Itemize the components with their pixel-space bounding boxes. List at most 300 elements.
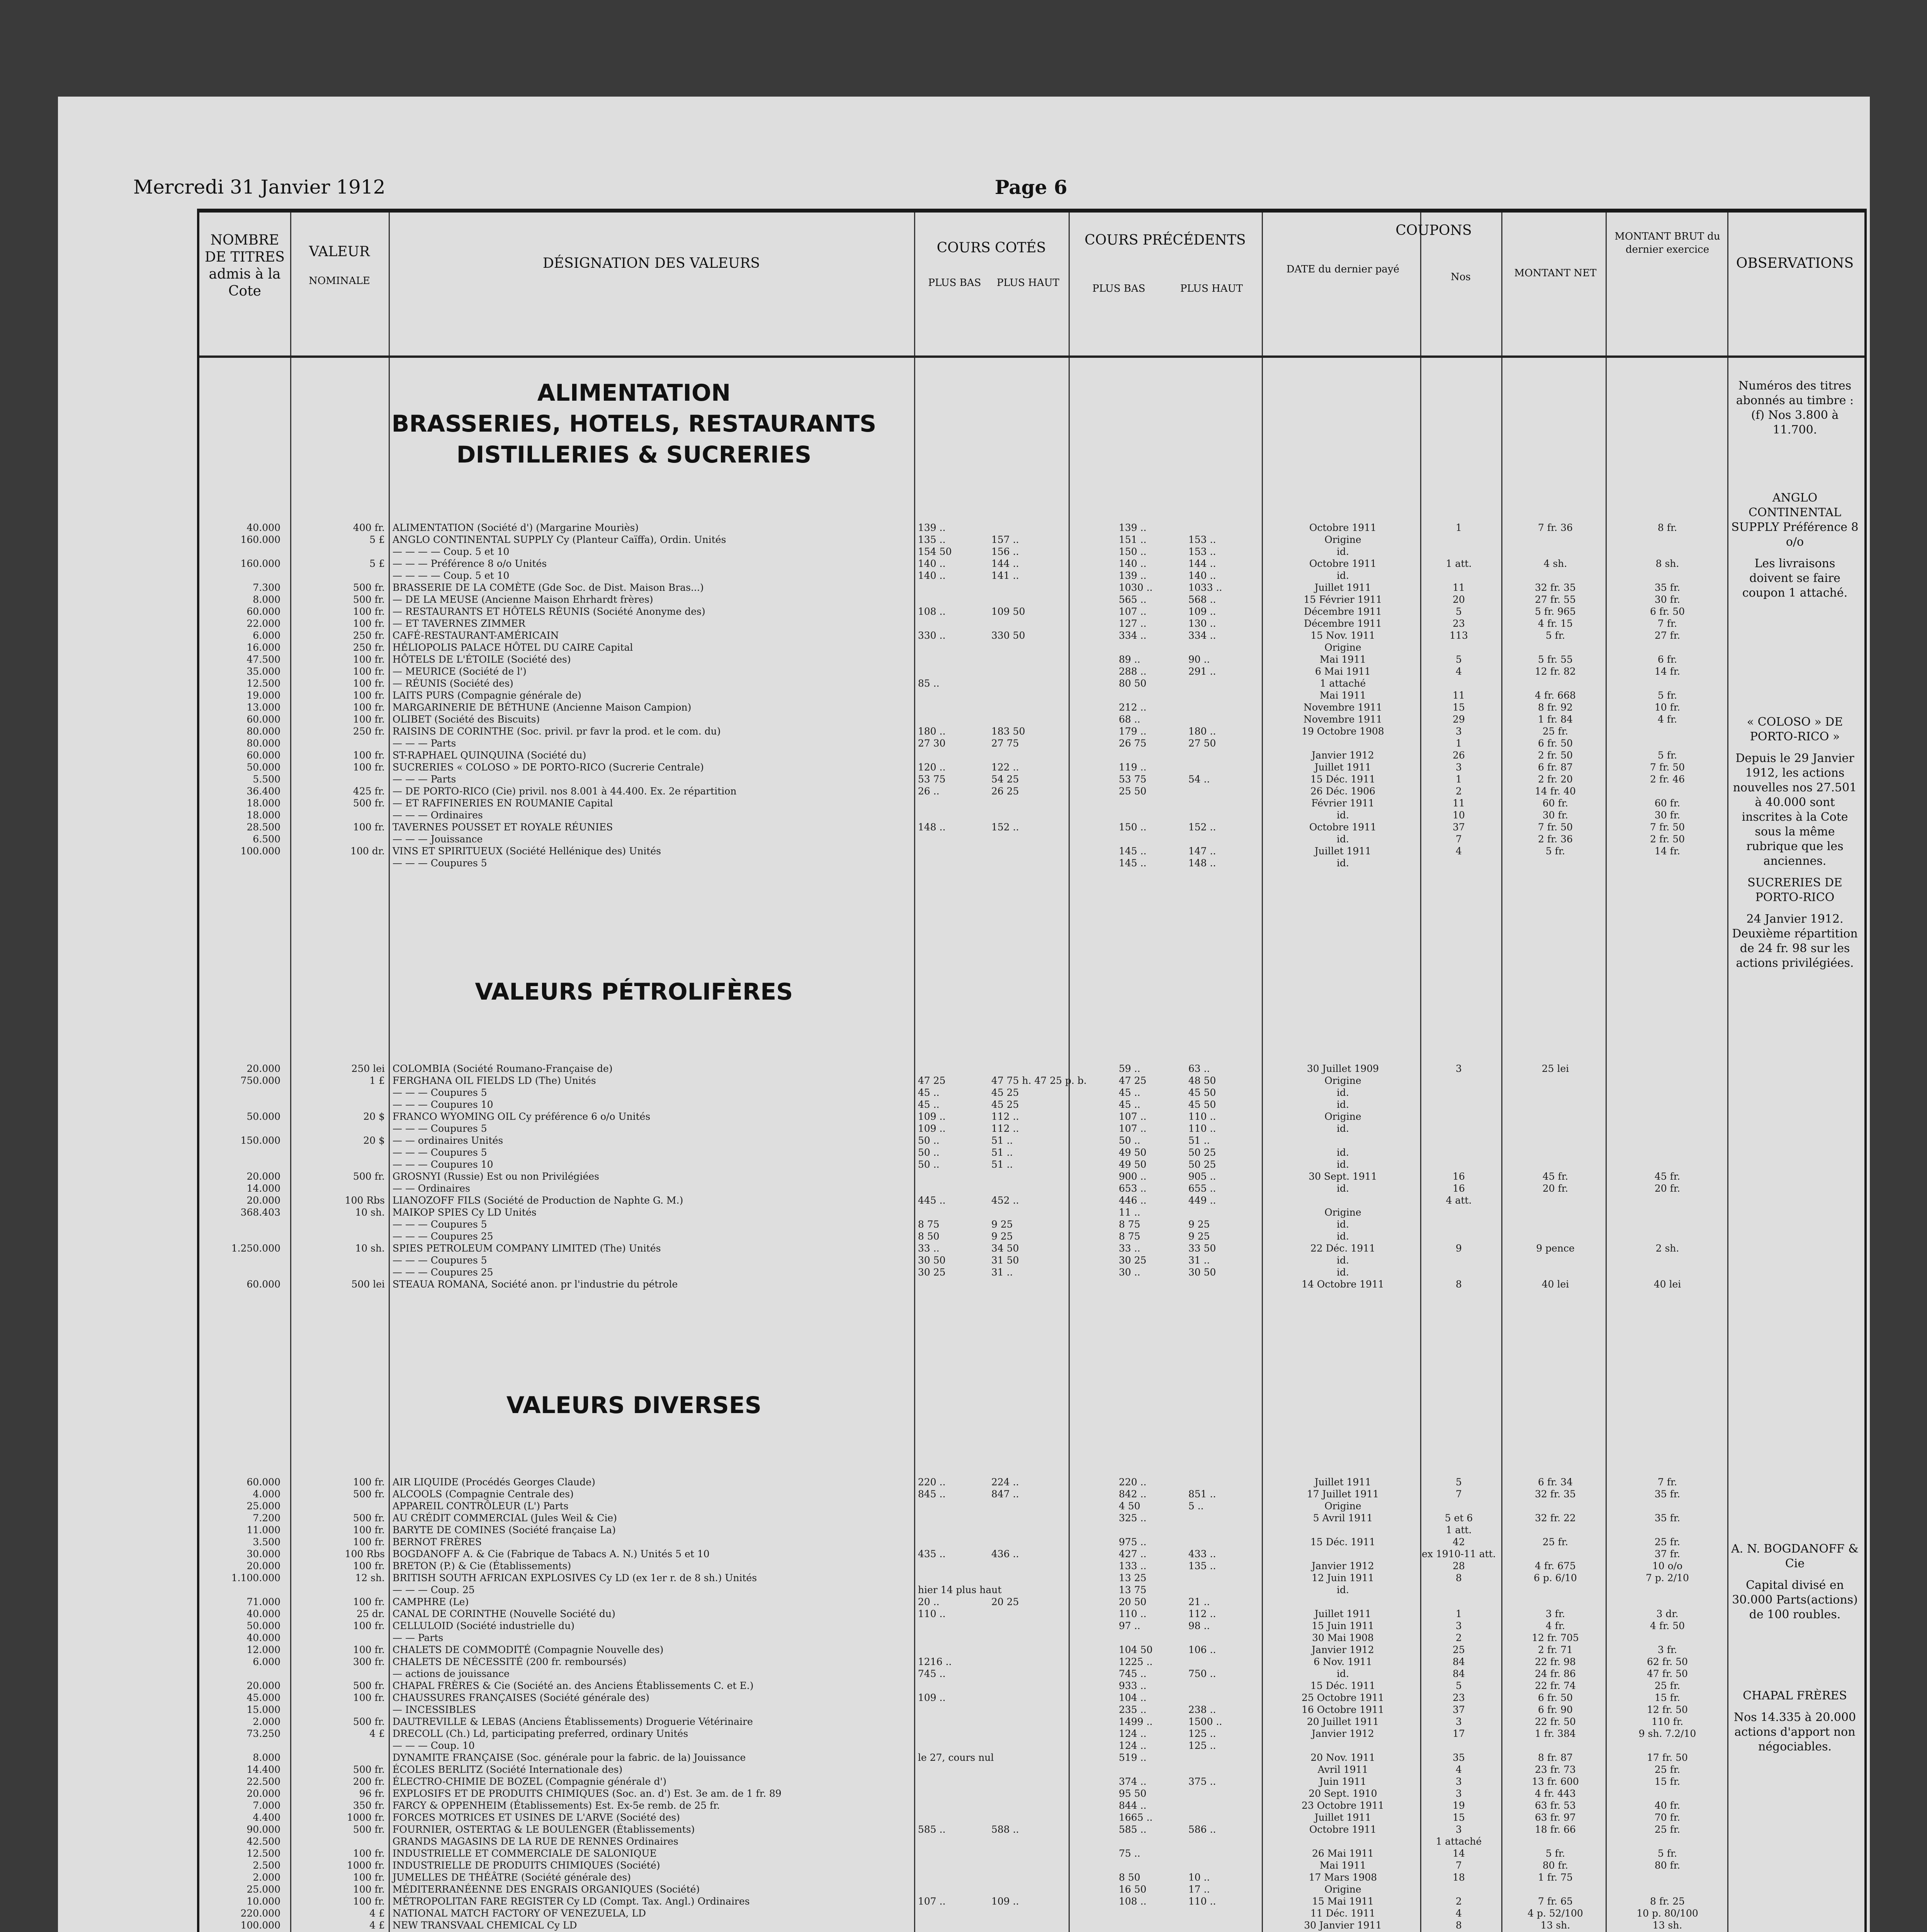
cell-coupon-amount: 5 fr. — [1545, 630, 1565, 641]
cell-coupon-date: Mai 1911 — [1319, 1860, 1366, 1871]
cell-nominal: 4 £ — [369, 1908, 385, 1919]
cell-designation: — — — Coupures 5 — [393, 857, 487, 869]
cell-montant-brut: 2 fr. 50 — [1650, 833, 1685, 845]
cell-coupon-date: id. — [1337, 546, 1349, 557]
cell-montant-brut: 7 fr. 50 — [1650, 762, 1685, 773]
cell-prec-bas: 108 .. — [1119, 1896, 1147, 1907]
cell-montant-brut: 25 fr. — [1654, 1824, 1681, 1835]
issue-date: Mercredi 31 Janvier 1912 — [133, 176, 386, 198]
cell-nominal: 100 Rbs — [345, 1195, 385, 1206]
cell-prec-bas: 745 .. — [1119, 1668, 1147, 1679]
cell-coupon-number: 3 — [1456, 1788, 1462, 1799]
cell-coupon-number: 1 — [1456, 774, 1462, 785]
cell-coupon-date: Janvier 1912 — [1312, 1728, 1374, 1739]
cell-designation: NEW TRANSVAAL CHEMICAL Cy LD — [393, 1920, 577, 1931]
cell-designation: INDUSTRIELLE ET COMMERCIALE DE SALONIQUE — [393, 1848, 657, 1859]
cell-designation: SUCRERIES « COLOSO » DE PORTO-RICO (Sucrerie Centrale) — [393, 762, 704, 773]
cell-montant-brut: 8 sh. — [1655, 558, 1679, 569]
table-row — [199, 1075, 1864, 1087]
cell-designation: ALCOOLS (Compagnie Centrale des) — [393, 1488, 574, 1500]
cell-prec-bas: 124 .. — [1119, 1728, 1147, 1739]
cell-coupon-date: Origine — [1324, 1500, 1361, 1512]
cell-prec-haut: 5 .. — [1188, 1500, 1204, 1512]
cell-prec-bas: 585 .. — [1119, 1824, 1147, 1835]
cell-coupon-amount: 63 fr. 97 — [1535, 1812, 1576, 1823]
cell-cote-bas: 110 .. — [918, 1608, 946, 1619]
cell-coupon-number: 5 et 6 — [1444, 1512, 1473, 1524]
cell-prec-haut: 153 .. — [1188, 546, 1216, 557]
cell-nominal: 100 fr. — [353, 678, 385, 689]
cell-nominal: 25 dr. — [357, 1608, 385, 1619]
cell-coupon-amount: 12 fr. 82 — [1535, 666, 1576, 677]
cell-coupon-amount: 32 fr. 35 — [1535, 582, 1576, 593]
cell-count: 40.000 — [246, 1632, 280, 1643]
page-number: Page 6 — [995, 176, 1067, 199]
cell-count: 750.000 — [240, 1075, 280, 1086]
cell-count: 22.000 — [246, 618, 280, 629]
table-row — [199, 1500, 1864, 1512]
table-row — [199, 1536, 1864, 1548]
cell-cote-bas: 8 50 — [918, 1231, 940, 1242]
table-row — [199, 1230, 1864, 1242]
cell-cote-haut: 54 25 — [991, 774, 1019, 785]
table-row — [199, 797, 1864, 809]
cell-count: 20.000 — [246, 1171, 280, 1182]
cell-nominal: 250 lei — [351, 1063, 385, 1074]
cell-prec-haut: 10 .. — [1188, 1872, 1210, 1883]
cell-coupon-date: 15 Déc. 1911 — [1310, 1536, 1376, 1548]
cell-montant-brut: 8 fr. — [1657, 522, 1677, 533]
cell-coupon-amount: 40 lei — [1541, 1279, 1569, 1290]
cell-designation: CHALETS DE COMMODITÉ (Compagnie Nouvelle des) — [393, 1644, 664, 1655]
observation-heading: A. N. BOGDANOFF & Cie — [1731, 1542, 1859, 1570]
cell-montant-brut: 30 fr. — [1654, 810, 1681, 821]
cell-count: 40.000 — [246, 522, 280, 533]
cell-coupon-date: 30 Janvier 1911 — [1304, 1920, 1382, 1931]
table-row — [199, 1787, 1864, 1799]
cell-coupon-date: 20 Sept. 1910 — [1308, 1788, 1377, 1799]
cell-nominal: 96 fr. — [359, 1788, 385, 1799]
cell-designation: ÉLECTRO-CHIMIE DE BOZEL (Compagnie générale d') — [393, 1776, 667, 1787]
cell-designation: — — Ordinaires — [393, 1183, 470, 1194]
header-count: NOMBRE DE TITRES admis à la Cote — [205, 232, 285, 299]
cell-cote-bas: 50 .. — [918, 1159, 940, 1170]
cell-coupon-date: 14 Octobre 1911 — [1302, 1279, 1384, 1290]
cell-coupon-date: 16 Octobre 1911 — [1302, 1704, 1384, 1715]
cell-montant-brut: 47 fr. 50 — [1647, 1668, 1688, 1679]
cell-coupon-amount: 6 fr. 90 — [1538, 1704, 1573, 1715]
cell-nominal: 1000 fr. — [347, 1860, 385, 1871]
cell-designation: RAISINS DE CORINTHE (Soc. privil. pr favr la prod. et le com. du) — [393, 726, 721, 737]
cell-montant-brut: 17 fr. 50 — [1647, 1752, 1688, 1763]
cell-coupon-number: 8 — [1456, 1572, 1462, 1583]
cell-montant-brut: 40 lei — [1653, 1279, 1681, 1290]
cell-count: 150.000 — [240, 1135, 280, 1146]
cell-montant-brut: 7 fr. — [1657, 1476, 1677, 1488]
cell-coupon-number: 3 — [1456, 1063, 1462, 1074]
cell-designation: OLIBET (Société des Biscuits) — [393, 714, 540, 725]
cell-coupon-date: 11 Déc. 1911 — [1310, 1908, 1376, 1919]
table-row — [199, 1206, 1864, 1218]
cell-nominal: 1 £ — [369, 1075, 385, 1086]
cell-prec-haut: 50 25 — [1188, 1159, 1216, 1170]
cell-coupon-amount: 32 fr. 22 — [1535, 1512, 1576, 1524]
cell-nominal: 100 fr. — [353, 1644, 385, 1655]
cell-prec-bas: 235 .. — [1119, 1704, 1147, 1715]
cell-nominal: 100 fr. — [353, 750, 385, 761]
cell-coupon-number: 3 — [1456, 1716, 1462, 1727]
cell-montant-brut: 3 dr. — [1656, 1608, 1679, 1619]
cell-count: 6.000 — [253, 1656, 280, 1667]
cell-coupon-amount: 20 fr. — [1542, 1183, 1568, 1194]
table-row — [199, 629, 1864, 641]
cell-coupon-amount: 2 fr. 50 — [1538, 750, 1573, 761]
cell-cote-haut: 47 75 h. 47 25 p. b. — [991, 1075, 1087, 1086]
cell-prec-haut: 51 .. — [1188, 1135, 1210, 1146]
cell-cote-haut: 27 75 — [991, 738, 1019, 749]
cell-montant-brut: 25 fr. — [1654, 1536, 1681, 1548]
cell-designation: COLOMBIA (Société Roumano-Française de) — [393, 1063, 613, 1074]
cell-count: 60.000 — [246, 1279, 280, 1290]
cell-count: 16.000 — [246, 642, 280, 653]
cell-coupon-amount: 2 fr. 36 — [1538, 833, 1573, 845]
cell-count: 13.000 — [246, 702, 280, 713]
cell-nominal: 20 $ — [363, 1111, 385, 1122]
cell-prec-bas: 933 .. — [1119, 1680, 1147, 1691]
cell-prec-haut: 110 .. — [1188, 1123, 1216, 1134]
cell-prec-haut: 586 .. — [1188, 1824, 1216, 1835]
cell-coupon-date: Origine — [1324, 1207, 1361, 1218]
cell-prec-haut: 50 25 — [1188, 1147, 1216, 1158]
observation-heading: « COLOSO » DE PORTO-RICO » — [1747, 715, 1843, 743]
cell-coupon-amount: 13 sh. — [1540, 1920, 1570, 1931]
cell-coupon-amount: 5 fr. — [1545, 1848, 1565, 1859]
cell-designation: — — — Coupures 5 — [393, 1255, 487, 1266]
cell-count: 28.500 — [246, 821, 280, 833]
cell-prec-bas: 20 50 — [1119, 1596, 1147, 1607]
table-row — [199, 1776, 1864, 1787]
cell-coupon-amount: 4 p. 52/100 — [1528, 1908, 1583, 1919]
cell-coupon-number: 14 — [1453, 1848, 1465, 1859]
cell-coupon-date: id. — [1337, 1183, 1349, 1194]
cell-coupon-date: Origine — [1324, 642, 1361, 653]
table-row — [199, 857, 1864, 869]
table-row — [199, 1883, 1864, 1895]
table-row — [199, 1716, 1864, 1728]
cell-coupon-date: Avril 1911 — [1317, 1764, 1368, 1775]
cell-coupon-number: 1 att. — [1446, 558, 1472, 569]
cell-coupon-date: id. — [1337, 1255, 1349, 1266]
table-row — [199, 582, 1864, 594]
cell-count: 40.000 — [246, 1608, 280, 1619]
cell-count: 100.000 — [240, 1920, 280, 1931]
table-row — [199, 1278, 1864, 1290]
cell-prec-bas: 1030 .. — [1119, 582, 1153, 593]
cell-cote-bas: 120 .. — [918, 762, 946, 773]
table-row — [199, 1847, 1864, 1859]
cell-count: 36.400 — [246, 786, 280, 797]
cell-prec-haut: 238 .. — [1188, 1704, 1216, 1715]
cell-designation: HÔTELS DE L'ÉTOILE (Société des) — [393, 654, 571, 665]
cell-designation: LAITS PURS (Compagnie générale de) — [393, 690, 581, 701]
cell-cote-haut: 157 .. — [991, 534, 1019, 545]
cell-cote-haut: 51 .. — [991, 1159, 1013, 1170]
cell-coupon-amount: 9 pence — [1536, 1243, 1575, 1254]
cell-nominal: 100 fr. — [353, 690, 385, 701]
cell-count: 18.000 — [246, 810, 280, 821]
table-row — [199, 594, 1864, 605]
cell-coupon-number: 4 — [1456, 845, 1462, 857]
cell-coupon-number: 3 — [1456, 1776, 1462, 1787]
cell-prec-bas: 104 .. — [1119, 1692, 1147, 1703]
cell-designation: ÉCOLES BERLITZ (Société Internationale des) — [393, 1764, 623, 1775]
cell-montant-brut: 3 fr. — [1657, 1644, 1677, 1655]
cell-count: 11.000 — [246, 1524, 280, 1536]
cell-count: 25.000 — [246, 1500, 280, 1512]
cell-coupon-number: 11 — [1453, 690, 1465, 701]
cell-coupon-date: 6 Mai 1911 — [1315, 666, 1371, 677]
cell-designation: — MEURICE (Société de l') — [393, 666, 527, 677]
cell-coupon-number: 7 — [1456, 1860, 1462, 1871]
cell-designation: CELLULOID (Société industrielle du) — [393, 1620, 575, 1631]
cell-coupon-number: 25 — [1453, 1644, 1465, 1655]
cell-designation: FRANCO WYOMING OIL Cy préférence 6 o/o Unités — [393, 1111, 651, 1122]
cell-designation: — — ordinaires Unités — [393, 1135, 503, 1146]
cell-prec-haut: 851 .. — [1188, 1488, 1216, 1500]
cell-count: 14.000 — [246, 1183, 280, 1194]
table-row — [199, 1476, 1864, 1488]
cell-cote-bas: 109 .. — [918, 1692, 946, 1703]
cell-coupon-amount: 22 fr. 98 — [1535, 1656, 1576, 1667]
table-row — [199, 1122, 1864, 1134]
cell-coupon-amount: 63 fr. 53 — [1535, 1800, 1576, 1811]
cell-cote-bas: 845 .. — [918, 1488, 946, 1500]
cell-prec-bas: 68 .. — [1119, 714, 1140, 725]
cell-cote-bas: 140 .. — [918, 570, 946, 581]
cell-coupon-amount: 5 fr. 55 — [1538, 654, 1573, 665]
cell-coupon-date: Juillet 1911 — [1314, 762, 1371, 773]
cell-cote-bas: 8 75 — [918, 1219, 940, 1230]
cell-cote-bas: 435 .. — [918, 1548, 946, 1560]
cell-prec-haut: 17 .. — [1188, 1884, 1210, 1895]
cell-coupon-number: 4 — [1456, 1908, 1462, 1919]
cell-designation: TAVERNES POUSSET ET ROYALE RÉUNIES — [393, 821, 613, 833]
cell-coupon-number: 4 — [1456, 666, 1462, 677]
cell-designation: ALIMENTATION (Société d') (Margarine Mouriès) — [393, 522, 639, 533]
cell-cote-bas: 30 50 — [918, 1255, 946, 1266]
cell-prec-bas: 45 .. — [1119, 1099, 1140, 1110]
cell-prec-haut: 110 .. — [1188, 1896, 1216, 1907]
cell-cote-bas: 27 30 — [918, 738, 946, 749]
cell-cote-haut: 31 .. — [991, 1267, 1013, 1278]
cell-coupon-number: 37 — [1453, 821, 1465, 833]
cell-count: 19.000 — [246, 690, 280, 701]
cell-coupon-date: Octobre 1911 — [1309, 522, 1376, 533]
cell-cote-haut: 9 25 — [991, 1231, 1013, 1242]
cell-designation: — DE LA MEUSE (Ancienne Maison Ehrhardt frères) — [393, 594, 653, 605]
cell-prec-bas: 288 .. — [1119, 666, 1147, 677]
cell-coupon-amount: 1 fr. 84 — [1538, 714, 1573, 725]
table-row — [199, 1524, 1864, 1536]
cell-prec-haut: 31 .. — [1188, 1255, 1210, 1266]
cell-prec-bas: 11 .. — [1119, 1207, 1140, 1218]
cell-coupon-date: Octobre 1911 — [1309, 1824, 1376, 1835]
cell-montant-brut: 7 fr. — [1657, 618, 1677, 629]
cell-coupon-number: 37 — [1453, 1704, 1465, 1715]
cell-designation: — — — Parts — [393, 738, 456, 749]
cell-coupon-amount: 25 fr. — [1542, 726, 1568, 737]
cell-prec-bas: 139 .. — [1119, 522, 1147, 533]
table-row — [199, 1560, 1864, 1572]
cell-nominal: 100 Rbs — [345, 1548, 385, 1560]
cell-coupon-date: Juillet 1911 — [1314, 1608, 1371, 1619]
cell-count: 6.000 — [253, 630, 280, 641]
table-row — [199, 1859, 1864, 1871]
cell-cote-haut: 34 50 — [991, 1243, 1019, 1254]
cell-montant-brut: 10 fr. — [1654, 702, 1681, 713]
cell-prec-haut: 750 .. — [1188, 1668, 1216, 1679]
cell-designation: — — — — Coup. 5 et 10 — [393, 546, 510, 557]
cell-prec-haut: 144 .. — [1188, 558, 1216, 569]
cell-designation: FERGHANA OIL FIELDS LD (The) Unités — [393, 1075, 596, 1086]
cell-count: 368.403 — [240, 1207, 280, 1218]
cell-coupon-number: 3 — [1456, 762, 1462, 773]
cell-coupon-number: 10 — [1453, 810, 1465, 821]
cell-prec-haut: 334 .. — [1188, 630, 1216, 641]
cell-prec-bas: 59 .. — [1119, 1063, 1140, 1074]
cell-coupon-date: id. — [1337, 833, 1349, 845]
section-title-alimentation: ALIMENTATION — [537, 379, 731, 406]
cell-nominal: 250 fr. — [353, 726, 385, 737]
cell-nominal: 100 fr. — [353, 714, 385, 725]
cell-prec-bas: 110 .. — [1119, 1608, 1147, 1619]
cell-count: 8.000 — [253, 594, 280, 605]
cell-coupon-amount: 22 fr. 50 — [1535, 1716, 1576, 1727]
cell-count: 42.500 — [246, 1836, 280, 1847]
cell-montant-brut: 62 fr. 50 — [1647, 1656, 1688, 1667]
cell-count: 22.500 — [246, 1776, 280, 1787]
cell-cote-bas: 85 .. — [918, 678, 940, 689]
cell-designation: CAMPHRE (Le) — [393, 1596, 469, 1607]
cell-nominal: 500 fr. — [353, 1716, 385, 1727]
cell-designation: — — — Coup. 10 — [393, 1740, 475, 1751]
cell-coupon-number: 5 — [1456, 654, 1462, 665]
cell-designation: — INCESSIBLES — [393, 1704, 476, 1715]
cell-designation: — actions de jouissance — [393, 1668, 510, 1679]
cell-count: 160.000 — [240, 534, 280, 545]
cell-montant-brut: 10 p. 80/100 — [1636, 1908, 1698, 1919]
table-row — [199, 1218, 1864, 1230]
cell-coupon-date: 19 Octobre 1908 — [1302, 726, 1384, 737]
cell-coupon-number: 2 — [1456, 1896, 1462, 1907]
cell-coupon-date: Mai 1911 — [1319, 690, 1366, 701]
cell-prec-bas: 8 75 — [1119, 1219, 1140, 1230]
cell-montant-brut: 110 fr. — [1651, 1716, 1684, 1727]
cell-cote-haut: 183 50 — [991, 726, 1025, 737]
cell-count: 20.000 — [246, 1788, 280, 1799]
table-row — [199, 1584, 1864, 1596]
cell-montant-brut: 4 fr. 50 — [1650, 1620, 1685, 1631]
table-row — [199, 1835, 1864, 1847]
cell-nominal: 500 fr. — [353, 594, 385, 605]
cell-prec-bas: 151 .. — [1119, 534, 1147, 545]
cell-cote-haut: 51 .. — [991, 1147, 1013, 1158]
cell-cote-bas: hier 14 plus haut — [918, 1584, 1002, 1595]
cell-prec-bas: 89 .. — [1119, 654, 1140, 665]
table-row — [199, 665, 1864, 677]
cell-cote-bas: 20 .. — [918, 1596, 940, 1607]
table-row — [199, 570, 1864, 582]
cell-montant-brut: 14 fr. — [1654, 845, 1681, 857]
table-row — [199, 1668, 1864, 1680]
header-coupon-amount: MONTANT NET — [1514, 267, 1597, 279]
cell-prec-haut: 1033 .. — [1188, 582, 1222, 593]
header-coupon-date: DATE du dernier payé — [1286, 264, 1400, 275]
observation-note: 24 Janvier 1912. Deuxième répartition de 24 fr. 98 sur les actions privilégiées. — [1732, 912, 1858, 970]
cell-coupon-date: 30 Sept. 1911 — [1308, 1171, 1377, 1182]
cell-nominal: 500 fr. — [353, 1171, 385, 1182]
table-row — [199, 761, 1864, 773]
cell-montant-brut: 5 fr. — [1657, 750, 1677, 761]
cell-designation: — RESTAURANTS ET HÔTELS RÉUNIS (Société Anonyme des) — [393, 606, 705, 617]
cell-nominal: 10 sh. — [355, 1207, 385, 1218]
cell-coupon-number: 15 — [1453, 702, 1465, 713]
cell-nominal: 500 fr. — [353, 582, 385, 593]
cell-coupon-number: 84 — [1453, 1668, 1465, 1679]
cell-nominal: 350 fr. — [353, 1800, 385, 1811]
cell-designation: — ET TAVERNES ZIMMER — [393, 618, 525, 629]
cell-montant-brut: 13 sh. — [1652, 1920, 1682, 1931]
cell-nominal: 500 fr. — [353, 1824, 385, 1835]
cell-prec-haut: 109 .. — [1188, 606, 1216, 617]
cell-prec-haut: 33 50 — [1188, 1243, 1216, 1254]
table-row — [199, 713, 1864, 725]
cell-designation: SPIES PETROLEUM COMPANY LIMITED (The) Unités — [393, 1243, 661, 1254]
cell-coupon-number: 4 att. — [1446, 1195, 1472, 1206]
cell-cote-haut: 144 .. — [991, 558, 1019, 569]
cell-coupon-number: 7 — [1456, 1488, 1462, 1500]
cell-prec-bas: 325 .. — [1119, 1512, 1147, 1524]
cell-designation: BRITISH SOUTH AFRICAN EXPLOSIVES Cy LD (ex 1er r. de 8 sh.) Unités — [393, 1572, 757, 1583]
cell-nominal: 12 sh. — [355, 1572, 385, 1583]
cell-coupon-date: Juillet 1911 — [1314, 1812, 1371, 1823]
cell-designation: — — — Coupures 25 — [393, 1231, 493, 1242]
cell-nominal: 425 fr. — [353, 786, 385, 797]
cell-prec-bas: 8 50 — [1119, 1872, 1140, 1883]
cell-prec-haut: 433 .. — [1188, 1548, 1216, 1560]
cell-coupon-number: 42 — [1453, 1536, 1465, 1548]
observation-note: Capital divisé en 30.000 Parts(actions) de 100 roubles. — [1732, 1578, 1858, 1621]
cell-coupon-amount: 25 fr. — [1542, 1536, 1568, 1548]
cell-coupon-amount: 4 fr. 668 — [1535, 690, 1576, 701]
cell-prec-bas: 139 .. — [1119, 570, 1147, 581]
cell-montant-brut: 5 fr. — [1657, 1848, 1677, 1859]
table-row — [199, 653, 1864, 665]
header-plus-haut: PLUS HAUT — [996, 277, 1060, 289]
cell-montant-brut: 30 fr. — [1654, 594, 1681, 605]
cell-coupon-date: Origine — [1324, 1075, 1361, 1086]
cell-designation: — — — Coupures 5 — [393, 1123, 487, 1134]
table-row — [199, 1488, 1864, 1500]
cell-cote-bas: 33 .. — [918, 1243, 940, 1254]
cell-coupon-number: 2 — [1456, 1632, 1462, 1643]
cell-nominal: 500 fr. — [353, 1488, 385, 1500]
cell-count: 50.000 — [246, 1111, 280, 1122]
cell-prec-bas: 49 50 — [1119, 1159, 1147, 1170]
cell-designation: GRANDS MAGASINS DE LA RUE DE RENNES Ordinaires — [393, 1836, 678, 1847]
cell-count: 90.000 — [246, 1824, 280, 1835]
cell-designation: — — — Parts — [393, 774, 456, 785]
